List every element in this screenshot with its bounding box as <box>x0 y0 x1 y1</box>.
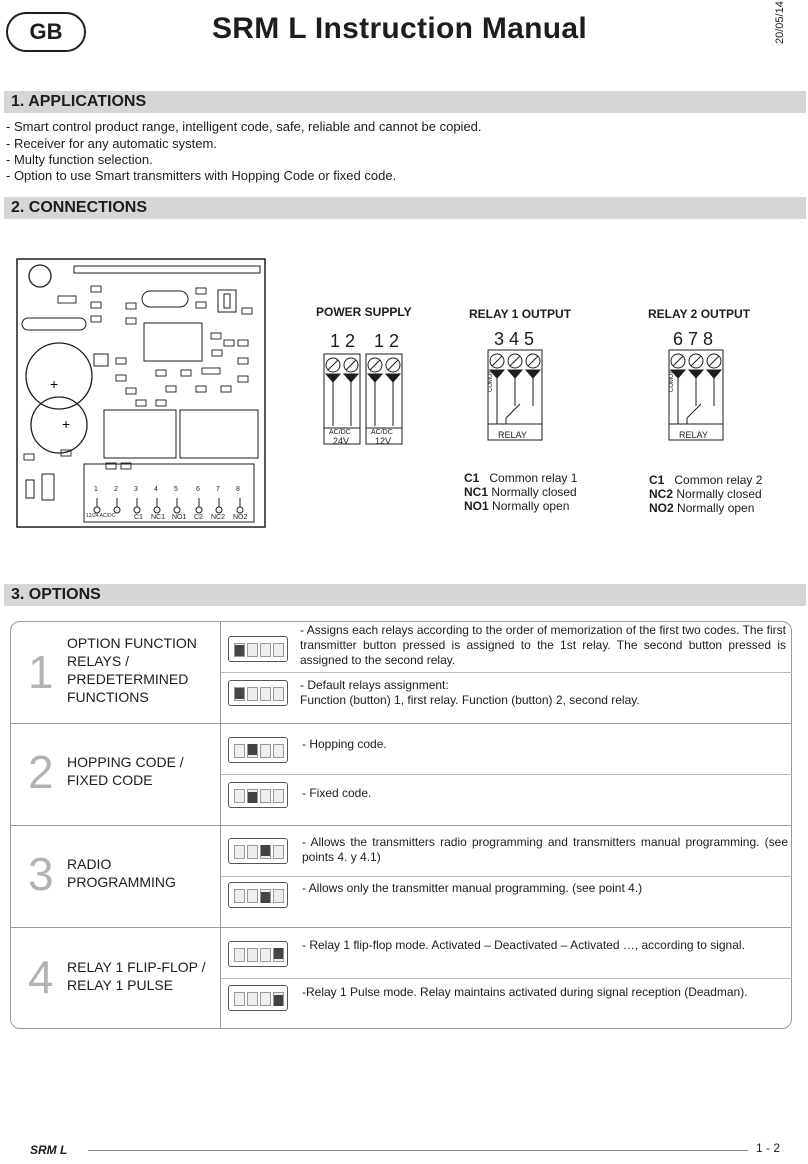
option-number: 2 <box>28 746 54 798</box>
svg-text:+: + <box>62 416 71 432</box>
relay1-terminal-numbers: 3 4 5 <box>494 329 535 349</box>
options-row-divider <box>10 825 792 826</box>
option-title: RADIO PROGRAMMING <box>67 856 176 890</box>
option-title: OPTION FUNCTION RELAYS / PREDETERMINED FUNCTIONS <box>67 635 197 705</box>
option-description: -Relay 1 Pulse mode. Relay maintains activated during signal reception (Deadman). <box>302 985 748 999</box>
terminal-number: 5 <box>174 486 178 493</box>
terminal-number: 2 <box>114 486 118 493</box>
section-applications-heading: 1. APPLICATIONS <box>4 91 806 113</box>
terminal-label: NO1 <box>172 514 187 521</box>
voltage-12v: 12V <box>375 436 392 446</box>
option-title: RELAY 1 FLIP-FLOP / RELAY 1 PULSE <box>67 959 206 993</box>
dip-switch-icon <box>228 782 288 808</box>
footer-model: SRM L <box>30 1143 68 1157</box>
options-row-divider <box>10 927 792 928</box>
option-description: Function (button) 1, first relay. Function (button) 2, second relay. <box>300 693 640 707</box>
relay1-output-title: RELAY 1 OUTPUT <box>469 307 572 321</box>
option-description: - Hopping code. <box>302 737 387 751</box>
bullet-item: - Receiver for any automatic system. <box>6 136 217 151</box>
bullet-item: - Smart control product range, intelligent code, safe, reliable and cannot be copied. <box>6 119 482 134</box>
relay2-legend-no2: NO2 Normally open <box>649 501 755 515</box>
acdc-label-24v: AC/DC <box>329 429 351 436</box>
terminal-number: 1 <box>94 486 98 493</box>
bullet-item: - Multy function selection. <box>6 152 153 167</box>
power-supply-title: POWER SUPPLY <box>316 305 412 319</box>
option-description: - Fixed code. <box>302 786 372 800</box>
relay2-relay-label: RELAY <box>679 430 708 440</box>
terminal-label: NC2 <box>211 514 226 521</box>
voltage-24v: 24V <box>333 436 350 446</box>
option-title: HOPPING CODE / FIXED CODE <box>67 754 184 788</box>
terminal-label: C2 <box>194 514 203 521</box>
dip-switch-icon <box>228 838 288 864</box>
relay1-legend-no1: NO1 Normally open <box>464 499 570 513</box>
bullet-item: - Option to use Smart transmitters with Hopping Code or fixed code. <box>6 168 397 183</box>
option-number: 3 <box>28 848 54 900</box>
relay1-legend-nc1: NC1 Normally closed <box>464 485 577 499</box>
relay1-relay-label: RELAY <box>498 430 527 440</box>
board-drawing <box>16 258 266 528</box>
relay1-legend-c1: C1 Common relay 1 <box>464 471 578 485</box>
terminal-label: NC1 <box>151 514 166 521</box>
terminal-number: 8 <box>236 486 240 493</box>
dip-switch-icon <box>228 737 288 763</box>
svg-text:+: + <box>50 376 59 392</box>
dip-switch-icon <box>228 636 288 662</box>
footer-rule <box>88 1150 748 1151</box>
option-number: 4 <box>28 951 54 1003</box>
relay2-commun-label: COMUN <box>669 369 675 392</box>
option-description: - Allows only the transmitter manual programming. (see point 4.) <box>302 881 643 895</box>
revision-date: 20/05/14 <box>774 1 786 44</box>
option-description: - Assigns each relays according to the order of memorization of the first two codes. The first transmitter button pressed is assigned to the 1st relay. The second button pressed is assigned to the second relay. <box>300 623 786 667</box>
option-description: - Default relays assignment: <box>300 678 449 692</box>
dip-switch-icon <box>228 941 288 967</box>
option-inner-divider <box>221 774 792 775</box>
relay2-output-title: RELAY 2 OUTPUT <box>648 307 751 321</box>
section-options-heading: 3. OPTIONS <box>4 584 806 606</box>
relay2-legend-nc2: NC2 Normally closed <box>649 487 762 501</box>
option-inner-divider <box>221 978 792 979</box>
terminal-number: 6 <box>196 486 200 493</box>
dip-switch-icon <box>228 882 288 908</box>
dip-switch-icon <box>228 680 288 706</box>
terminal-number: 4 <box>154 486 158 493</box>
terminal-label: 12/24 AC/DC <box>86 513 116 519</box>
relay2-legend-c1: C1 Common relay 2 <box>649 473 763 487</box>
page-title: SRM L Instruction Manual <box>212 12 587 45</box>
option-description: - Allows the transmitters radio programming and transmitters manual programming. (see points 4. y 4.1) <box>302 835 788 864</box>
option-description: - Relay 1 flip-flop mode. Activated – Deactivated – Activated …, according to signal. <box>302 938 745 952</box>
terminal-label: NO2 <box>233 514 248 521</box>
option-inner-divider <box>221 876 792 877</box>
page-number: 1 - 2 <box>756 1141 781 1155</box>
terminal-number: 3 <box>134 486 138 493</box>
option-number: 1 <box>28 646 54 698</box>
terminal-label: C1 <box>134 514 143 521</box>
power-terminal-numbers-24v: 1 2 <box>330 331 356 351</box>
relay2-terminal-numbers: 6 7 8 <box>673 329 714 349</box>
dip-switch-icon <box>228 985 288 1011</box>
language-badge: GB <box>6 12 86 52</box>
options-row-divider <box>10 723 792 724</box>
section-connections-heading: 2. CONNECTIONS <box>4 197 806 219</box>
relay1-commun-label: COMUN <box>488 369 494 392</box>
terminal-number: 7 <box>216 486 220 493</box>
acdc-label-12v: AC/DC <box>371 429 393 436</box>
option-inner-divider <box>221 672 792 673</box>
power-terminal-numbers-12v: 1 2 <box>374 331 400 351</box>
circuit-board-diagram <box>16 258 266 528</box>
